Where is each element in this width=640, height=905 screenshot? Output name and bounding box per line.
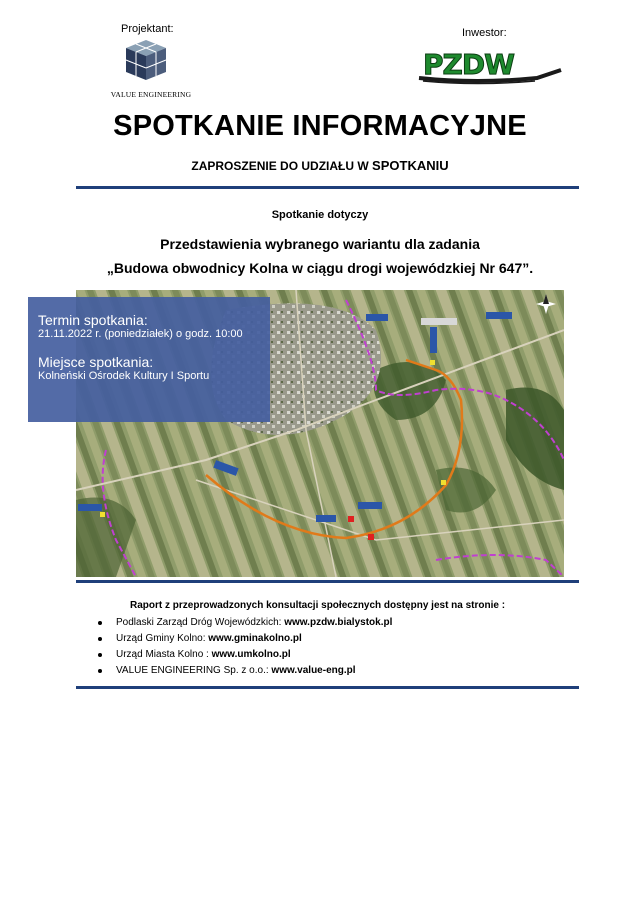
meeting-place-text: Kolneński Ośrodek Kultury I Sportu bbox=[38, 370, 210, 382]
project-description-line-2: „Budowa obwodnicy Kolna w ciągu drogi wojewódzkiej Nr 647”. bbox=[106, 260, 534, 276]
subtitle-emphasis: SPOTKANIU bbox=[372, 158, 449, 173]
link-label: Urząd Gminy Kolno: bbox=[116, 633, 209, 644]
link-url[interactable]: www.gminakolno.pl bbox=[208, 633, 302, 644]
report-label: Raport z przeprowadzonych konsultacji społecznych dostępny jest na stronie : bbox=[130, 600, 506, 611]
links-list bbox=[98, 615, 392, 679]
meeting-concerns-label: Spotkanie dotyczy bbox=[271, 209, 369, 221]
list-item bbox=[98, 647, 392, 663]
page-subtitle bbox=[0, 158, 640, 173]
pzdw-logo bbox=[417, 48, 563, 86]
bullet-icon bbox=[98, 621, 102, 625]
meeting-term-heading: Termin spotkania: bbox=[38, 312, 148, 328]
bullet-icon bbox=[98, 653, 102, 657]
list-item bbox=[98, 663, 392, 679]
divider-middle bbox=[76, 580, 579, 583]
meeting-info-box bbox=[28, 297, 270, 422]
subtitle-prefix: ZAPROSZENIE DO UDZIAŁU W bbox=[191, 159, 373, 173]
link-label: VALUE ENGINEERING Sp. z o.o.: bbox=[116, 665, 272, 676]
divider-bottom bbox=[76, 686, 579, 689]
value-engineering-logo-text: VALUE ENGINEERING bbox=[110, 90, 192, 99]
page-title: SPOTKANIE INFORMACYJNE bbox=[113, 110, 527, 142]
meeting-term-text: 21.11.2022 r. (poniedziałek) o godz. 10:00 bbox=[38, 328, 243, 340]
bullet-icon bbox=[98, 637, 102, 641]
divider-top bbox=[76, 186, 579, 189]
link-label: Urząd Miasta Kolno : bbox=[116, 649, 212, 660]
list-item bbox=[98, 615, 392, 631]
bullet-icon bbox=[98, 669, 102, 673]
link-label: Podlaski Zarząd Dróg Wojewódzkich: bbox=[116, 617, 285, 628]
designer-label: Projektant: bbox=[121, 23, 174, 35]
link-url[interactable]: www.umkolno.pl bbox=[211, 649, 291, 660]
investor-label: Inwestor: bbox=[462, 27, 507, 39]
list-item bbox=[98, 631, 392, 647]
project-description-line-1: Przedstawienia wybranego wariantu dla zadania bbox=[160, 236, 480, 252]
svg-text:PZDW: PZDW bbox=[423, 48, 514, 81]
link-url[interactable]: www.value-eng.pl bbox=[271, 665, 356, 676]
meeting-place-heading: Miejsce spotkania: bbox=[38, 354, 154, 370]
link-url[interactable]: www.pzdw.bialystok.pl bbox=[284, 617, 393, 628]
